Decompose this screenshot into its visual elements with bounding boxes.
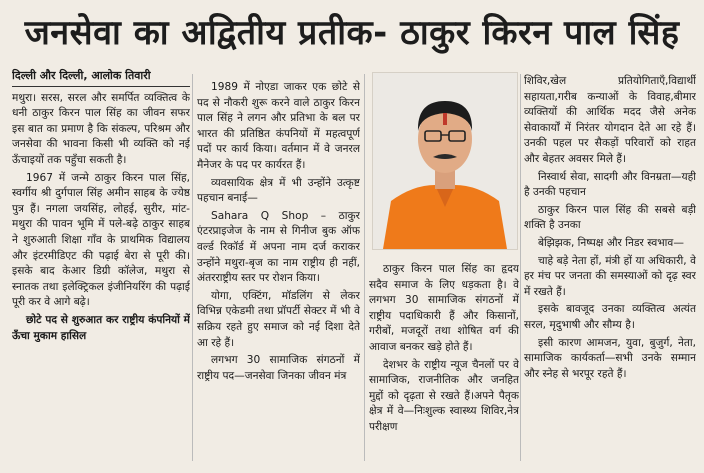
paragraph: चाहे बड़े नेता हों, मंत्री हों या अधिकारी, वे हर मंच पर जनता की समस्याओं को दृढ़ स्वर में रखते हैं। [524,254,696,298]
column-4 [524,74,696,467]
subheading: निस्वार्थ सेवा, सादगी और विनम्रता—यही है उनकी पहचान [524,170,696,199]
portrait-photo [372,72,518,250]
paragraph: 1989 में नोएडा जाकर एक छोटे से पद से नौकरी शुरू करने वाले ठाकुर किरन पाल सिंह ने लगन और प्रतिभा के बल पर भारत की प्रतिष्ठित कंपनियों में महत्वपूर्ण पदों पर कार्य किया। वर्तमान में वे जनरल मैनेजर के पद पर कार्यरत हैं। [197,81,360,171]
subheading: ठाकुर किरन पाल सिंह की सबसे बड़ी शक्ति है उनका [524,203,696,232]
paragraph: मथुरा। सरस, सरल और समर्पित व्यक्तित्व के धनी ठाकुर किरन पाल सिंह का जीवन सफर इस बात का प्रमाण है कि संकल्प, परिश्रम और जनसेवा की भावना किसी भी व्यक्ति को नई ऊँचाइयों तक पहुँचा सकती है। [12,91,190,166]
column-divider [192,74,193,461]
paragraph: 1967 में जन्मे ठाकुर किरन पाल सिंह, स्वर्गीय श्री दुर्गपाल सिंह अमीन साहब के ज्येष्ठ पुत्र हैं। नगला जयसिंह, लोहई, सुरीर, मांट-मथुरा की पावन भूमि में पले-बढ़े ठाकुर साहब ने शुरुआती शिक्षा गाँव के प्राथमिक विद्यालय और इंटरमीडिएट की पढ़ाई बेरा से पूरी की। इसके बाद केआर डिग्री कॉलेज, मथुरा से स्नातक तथा इलेक्ट्रिकल इंजीनियरिंग की पढ़ाई पूरी कर वे आगे बढ़े। [12,171,190,309]
paragraph: योगा, एक्टिंग, मॉडलिंग से लेकर विभिन्न एकेडमी तथा प्रॉपर्टी सेक्टर में भी वे सक्रिय रहते हुए समाज को नई दिशा देते आ रहे हैं। [197,289,360,349]
paragraph: इसी कारण आमजन, युवा, बुजुर्ग, नेता, सामाजिक कार्यकर्ता—सभी उनके सम्मान और स्नेह से भरपूर रहते हैं। [524,336,696,380]
subheading: व्यवसायिक क्षेत्र में भी उन्होंने उत्कृष्ट पहचान बनाई— [197,176,360,205]
paragraph: शिविर,खेल प्रतियोगिताएँ,विद्यार्थी सहायता,गरीब कन्याओं के विवाह,बीमार व्यक्तियों की आर्थिक मदद जैसे अनेक सेवाकार्यों में निरंतर योगदान देते आ रहे हैं। उनकी पहल पर सैकड़ों परिवारों को राहत और बेहतर अवसर मिले हैं। [524,75,696,165]
subheading: छोटे पद से शुरुआत कर राष्ट्रीय कंपनियों में ऊँचा मुकाम हासिल [12,313,190,342]
paragraph: देशभर के राष्ट्रीय न्यूज चैनलों पर वे सामाजिक, राजनीतिक और जनहित मुद्दों को दृढ़ता से रखते हैं।अपने पैतृक क्षेत्र में वे—निःशुल्क स्वास्थ्य शिविर,नेत्र परीक्षण [369,358,519,433]
headline: जनसेवा का अद्वितीय प्रतीक- ठाकुर किरन पाल सिंह [24,13,680,53]
portrait-illustration [373,73,517,249]
column-divider [520,74,521,461]
paragraph: इसके बावजूद उनका व्यक्तित्व अत्यंत सरल, मृदुभाषी और सौम्य है। [524,303,696,331]
column-divider [364,74,365,461]
paragraph: ठाकुर किरन पाल सिंह का हृदय सदैव समाज के लिए धड़कता है। वे लगभग 30 सामाजिक संगठनों में राष्ट्रीय पदाधिकारी हैं और किसानों, गरीबों, मजदूरों तथा शोषित वर्ग की आवाज बनकर खड़े होते हैं। [369,263,519,353]
byline: दिल्ली और दिल्ली, आलोक तिवारी [12,68,190,87]
paragraph: Sahara Q Shop – ठाकुर एंटरप्राइजेज के नाम से गिनीज बुक ऑफ वर्ल्ड रिकॉर्ड में अपना नाम दर्ज कराकर उन्होंने मथुरा-बृज का नाम राष्ट्रीय ही नहीं, अंतरराष्ट्रीय स्तर पर रोशन किया। [197,209,360,285]
column-3 [369,262,519,462]
column-2 [197,80,360,473]
subheading: बेझिझक, निष्पक्ष और निडर स्वभाव— [538,236,684,249]
column-1 [12,68,190,461]
subheading: लगभग 30 सामाजिक संगठनों में राष्ट्रीय पद—जनसेवा जिनका जीवन मंत्र [197,354,360,382]
